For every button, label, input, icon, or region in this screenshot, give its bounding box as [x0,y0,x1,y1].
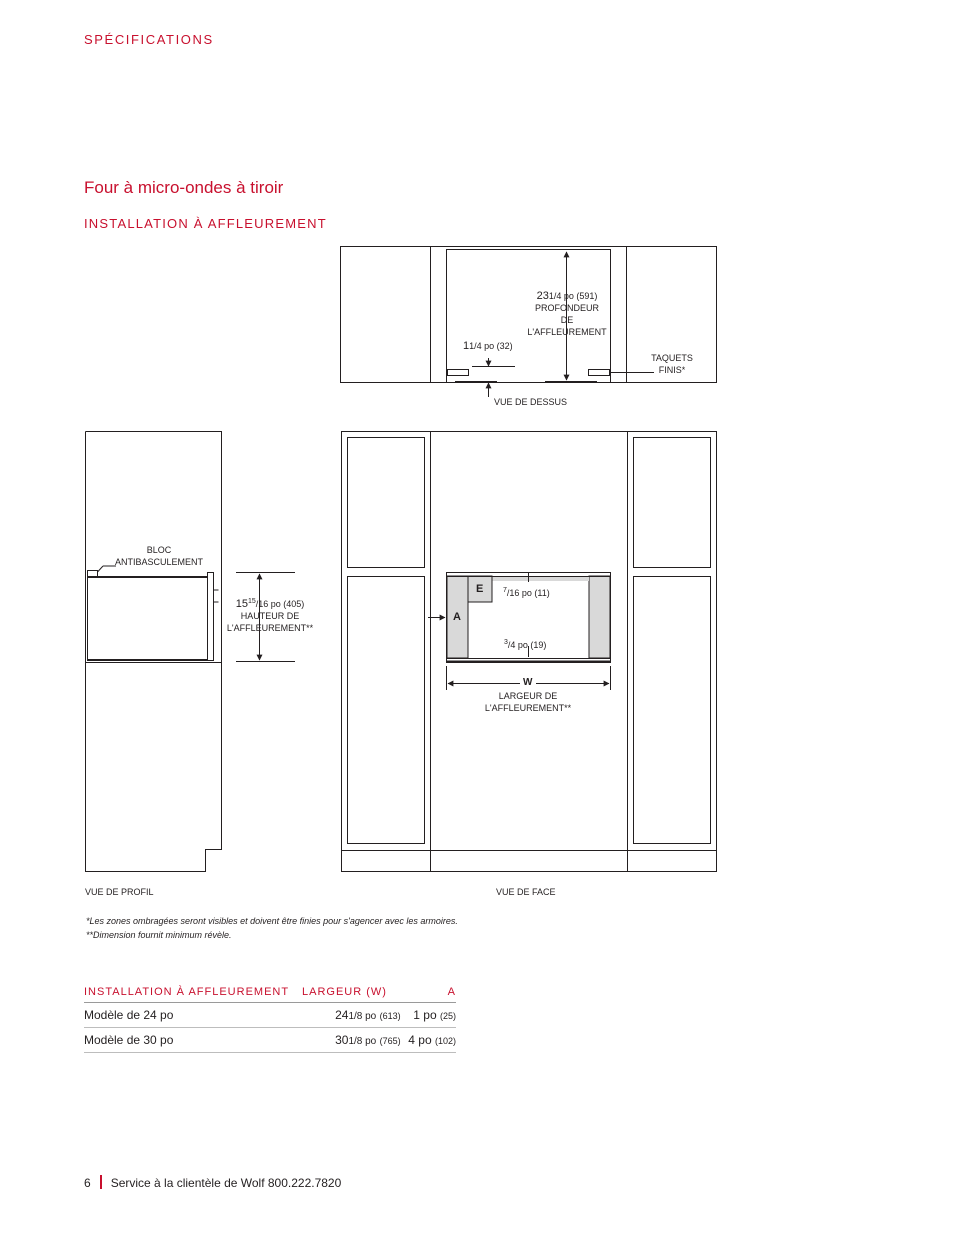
spec-table [84,984,456,1053]
finished-cleat-left [448,370,469,376]
page-footer [84,1175,341,1190]
model-cell: Modèle de 30 po [84,1028,302,1053]
bottom-gap-label: $^3$/4 po (19) [504,639,547,650]
table-row [84,1028,456,1053]
anti-tip-block [88,571,98,577]
table-header-a: A [401,984,456,1003]
table-row [84,1003,456,1028]
label-a: A [453,611,461,623]
width-dimension-label: LARGEUR DE L'AFFLEUREMENT** [484,691,572,713]
top-gap-label: $^7$/16 po (11) [503,587,550,598]
footer-divider [100,1175,102,1189]
taquets-label: TAQUETS FINIS* [651,353,693,375]
shaded-right-panel [589,576,610,658]
setback-dimension-label: 11/4 po (32) [463,340,513,352]
finished-cleat-right [589,370,610,376]
anti-tip-label: BLOC ANTIBASCULEMENT [114,545,203,567]
depth-dimension-label: 231/4 po (591) PROFONDEUR DE L'AFFLEUREMENT [527,290,607,337]
section-tag: SPÉCIFICATIONS [84,32,214,47]
a-cell: 1 po (25) [401,1003,456,1028]
footer-text: Service à la clientèle de Wolf 800.222.7820 [110,1176,342,1190]
side-view-caption: VUE DE PROFIL [85,887,154,897]
page-number: 6 [84,1176,91,1190]
section-subheading: INSTALLATION À AFFLEUREMENT [84,216,327,231]
label-e: E [476,583,484,595]
footnotes [86,914,458,942]
width-cell: 301/8 po (765) [302,1028,401,1053]
footnote-shaded: *Les zones ombragées seront visibles et doivent être finies pour s'agencer avec les armoires. [86,916,458,926]
microwave-profile [88,577,208,661]
page-title: Four à micro-ondes à tiroir [84,178,284,197]
width-cell: 241/8 po (613) [302,1003,401,1028]
front-view-drawing [342,432,717,872]
height-dimension-label: $15^{15}/16$ po (405) HAUTEUR DE L'AFFLEUREMENT** [226,598,314,633]
label-w: W [523,677,533,688]
model-cell: Modèle de 24 po [84,1003,302,1028]
table-header-width: LARGEUR (W) [302,984,401,1003]
footnote-dimension: **Dimension fournit minimum révèle. [86,930,232,940]
front-view-caption: VUE DE FACE [496,887,556,897]
table-header-installation: INSTALLATION À AFFLEUREMENT [84,984,302,1003]
top-view-caption: VUE DE DESSUS [494,397,568,407]
side-view-drawing [86,432,296,872]
a-cell: 4 po (102) [401,1028,456,1053]
